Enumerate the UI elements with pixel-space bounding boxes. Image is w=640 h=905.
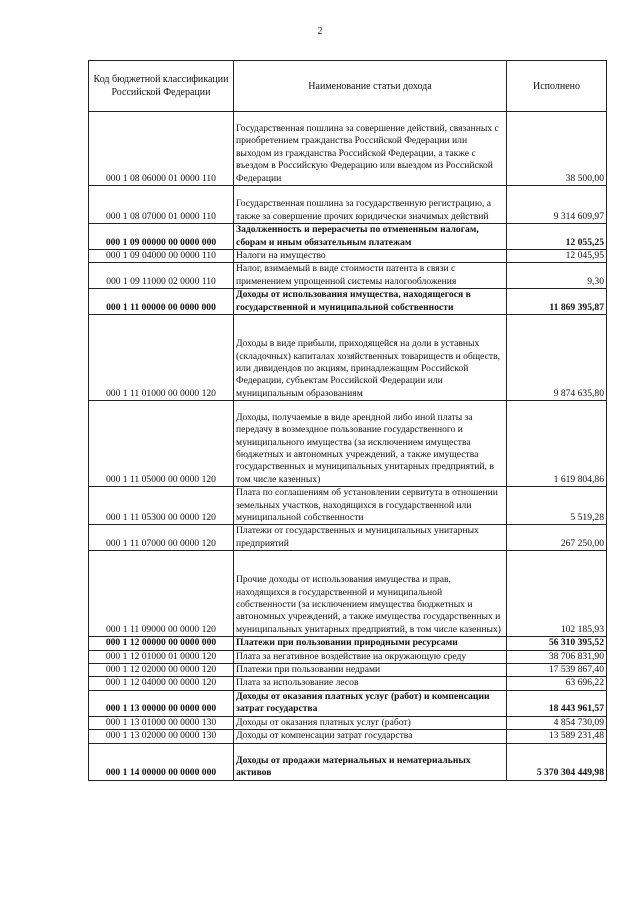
row-amount: 5 519,28 bbox=[507, 487, 607, 525]
row-amount: 38 706 831,90 bbox=[507, 650, 607, 663]
table-row bbox=[89, 487, 607, 525]
row-name: Прочие доходы от использования имущества и прав, находящихся в государственной и муниципальной собственности (за исключением имущества бюджетных и автономных учреждений, а также имущества государственных и муниципальных унитарных предприятий, в том числе казенных) bbox=[234, 551, 507, 637]
row-code: 000 1 13 00000 00 0000 000 bbox=[89, 690, 234, 716]
row-amount: 267 250,00 bbox=[507, 525, 607, 551]
row-amount: 5 370 304 449,98 bbox=[507, 743, 607, 780]
row-name: Плата за негативное воздействие на окружающую среду bbox=[234, 650, 507, 663]
table-row bbox=[89, 401, 607, 487]
row-name: Доходы от оказания платных услуг (работ) и компенсации затрат государства bbox=[234, 690, 507, 716]
row-name: Доходы в виде прибыли, приходящейся на доли в уставных (складочных) капиталах хозяйственных товариществ и обществ, или дивидендов по акциям, принадлежащим Российской Федерации, субъектам Российской Федерации или муниципальным образованиям bbox=[234, 315, 507, 401]
table-row bbox=[89, 186, 607, 224]
row-name: Доходы от использования имущества, находящегося в государственной и муниципальной собственности bbox=[234, 289, 507, 315]
table-row bbox=[89, 650, 607, 663]
row-code: 000 1 11 01000 00 0000 120 bbox=[89, 315, 234, 401]
row-code: 000 1 08 06000 01 0000 110 bbox=[89, 112, 234, 186]
row-amount: 13 589 231,48 bbox=[507, 730, 607, 743]
row-name: Налоги на имущество bbox=[234, 250, 507, 263]
row-code: 000 1 11 05000 00 0000 120 bbox=[89, 401, 234, 487]
row-code: 000 1 12 04000 00 0000 120 bbox=[89, 677, 234, 690]
table-body bbox=[89, 112, 607, 781]
table-row bbox=[89, 263, 607, 289]
row-code: 000 1 12 01000 01 0000 120 bbox=[89, 650, 234, 663]
row-code: 000 1 11 00000 00 0000 000 bbox=[89, 289, 234, 315]
row-code: 000 1 13 02000 00 0000 130 bbox=[89, 730, 234, 743]
page-number: 2 bbox=[317, 26, 323, 37]
row-name: Налог, взимаемый в виде стоимости патента в связи с применением упрощенной системы налогообложения bbox=[234, 263, 507, 289]
row-code: 000 1 11 07000 00 0000 120 bbox=[89, 525, 234, 551]
row-amount: 4 854 730,09 bbox=[507, 716, 607, 729]
row-amount: 9 314 609,97 bbox=[507, 186, 607, 224]
revenue-table bbox=[88, 60, 607, 781]
row-code: 000 1 12 00000 00 0000 000 bbox=[89, 637, 234, 650]
table-row bbox=[89, 250, 607, 263]
row-amount: 18 443 961,57 bbox=[507, 690, 607, 716]
row-amount: 12 055,25 bbox=[507, 224, 607, 250]
row-amount: 11 869 395,87 bbox=[507, 289, 607, 315]
row-name: Доходы, получаемые в виде арендной либо иной платы за передачу в возмездное пользование государственного и муниципального имущества (за исключением имущества бюджетных и автономных учреждений, а также имущества государственных и муниципальных унитарных предприятий, в том числе казенных) bbox=[234, 401, 507, 487]
table-row bbox=[89, 289, 607, 315]
row-code: 000 1 13 01000 00 0000 130 bbox=[89, 716, 234, 729]
row-amount: 63 696,22 bbox=[507, 677, 607, 690]
row-name: Платежи при пользовании недрами bbox=[234, 664, 507, 677]
row-name: Доходы от компенсации затрат государства bbox=[234, 730, 507, 743]
header-name: Наименование статьи дохода bbox=[234, 61, 507, 112]
row-code: 000 1 09 04000 00 0000 110 bbox=[89, 250, 234, 263]
row-code: 000 1 14 00000 00 0000 000 bbox=[89, 743, 234, 780]
table-header-row bbox=[89, 61, 607, 112]
table-row bbox=[89, 716, 607, 729]
table-row bbox=[89, 525, 607, 551]
row-amount: 12 045,95 bbox=[507, 250, 607, 263]
row-amount: 102 185,93 bbox=[507, 551, 607, 637]
row-name: Плата за использование лесов bbox=[234, 677, 507, 690]
table-row bbox=[89, 730, 607, 743]
row-amount: 9,30 bbox=[507, 263, 607, 289]
row-name: Государственная пошлина за совершение действий, связанных с приобретением гражданства Российской Федерации или выходом из гражданства Российской Федерации, а также с въездом в Российскую Федерацию или выездом из Российской Федерации bbox=[234, 112, 507, 186]
row-name: Доходы от продажи материальных и нематериальных активов bbox=[234, 743, 507, 780]
table-row bbox=[89, 637, 607, 650]
table-row bbox=[89, 690, 607, 716]
row-amount: 17 539 867,40 bbox=[507, 664, 607, 677]
table-row bbox=[89, 551, 607, 637]
row-name: Задолженность и перерасчеты по отмененным налогам, сборам и иным обязательным платежам bbox=[234, 224, 507, 250]
row-name: Платежи при пользовании природными ресурсами bbox=[234, 637, 507, 650]
row-code: 000 1 11 05300 00 0000 120 bbox=[89, 487, 234, 525]
row-name: Доходы от оказания платных услуг (работ) bbox=[234, 716, 507, 729]
row-name: Плата по соглашениям об установлении сервитута в отношении земельных участков, находящихся в государственной или муниципальной собственности bbox=[234, 487, 507, 525]
row-name: Платежи от государственных и муниципальных унитарных предприятий bbox=[234, 525, 507, 551]
table-row bbox=[89, 664, 607, 677]
row-name: Государственная пошлина за государственную регистрацию, а также за совершение прочих юридически значимых действий bbox=[234, 186, 507, 224]
header-executed: Исполнено bbox=[507, 61, 607, 112]
row-amount: 38 500,00 bbox=[507, 112, 607, 186]
row-code: 000 1 09 00000 00 0000 000 bbox=[89, 224, 234, 250]
table-row bbox=[89, 224, 607, 250]
row-amount: 9 874 635,80 bbox=[507, 315, 607, 401]
row-amount: 56 310 395,52 bbox=[507, 637, 607, 650]
row-code: 000 1 09 11000 02 0000 110 bbox=[89, 263, 234, 289]
row-code: 000 1 11 09000 00 0000 120 bbox=[89, 551, 234, 637]
row-amount: 1 619 804,86 bbox=[507, 401, 607, 487]
table-row bbox=[89, 315, 607, 401]
table-row bbox=[89, 112, 607, 186]
table-row bbox=[89, 677, 607, 690]
row-code: 000 1 08 07000 01 0000 110 bbox=[89, 186, 234, 224]
table-row bbox=[89, 743, 607, 780]
header-code: Код бюджетной классификации Российской Федерации bbox=[89, 61, 234, 112]
row-code: 000 1 12 02000 00 0000 120 bbox=[89, 664, 234, 677]
